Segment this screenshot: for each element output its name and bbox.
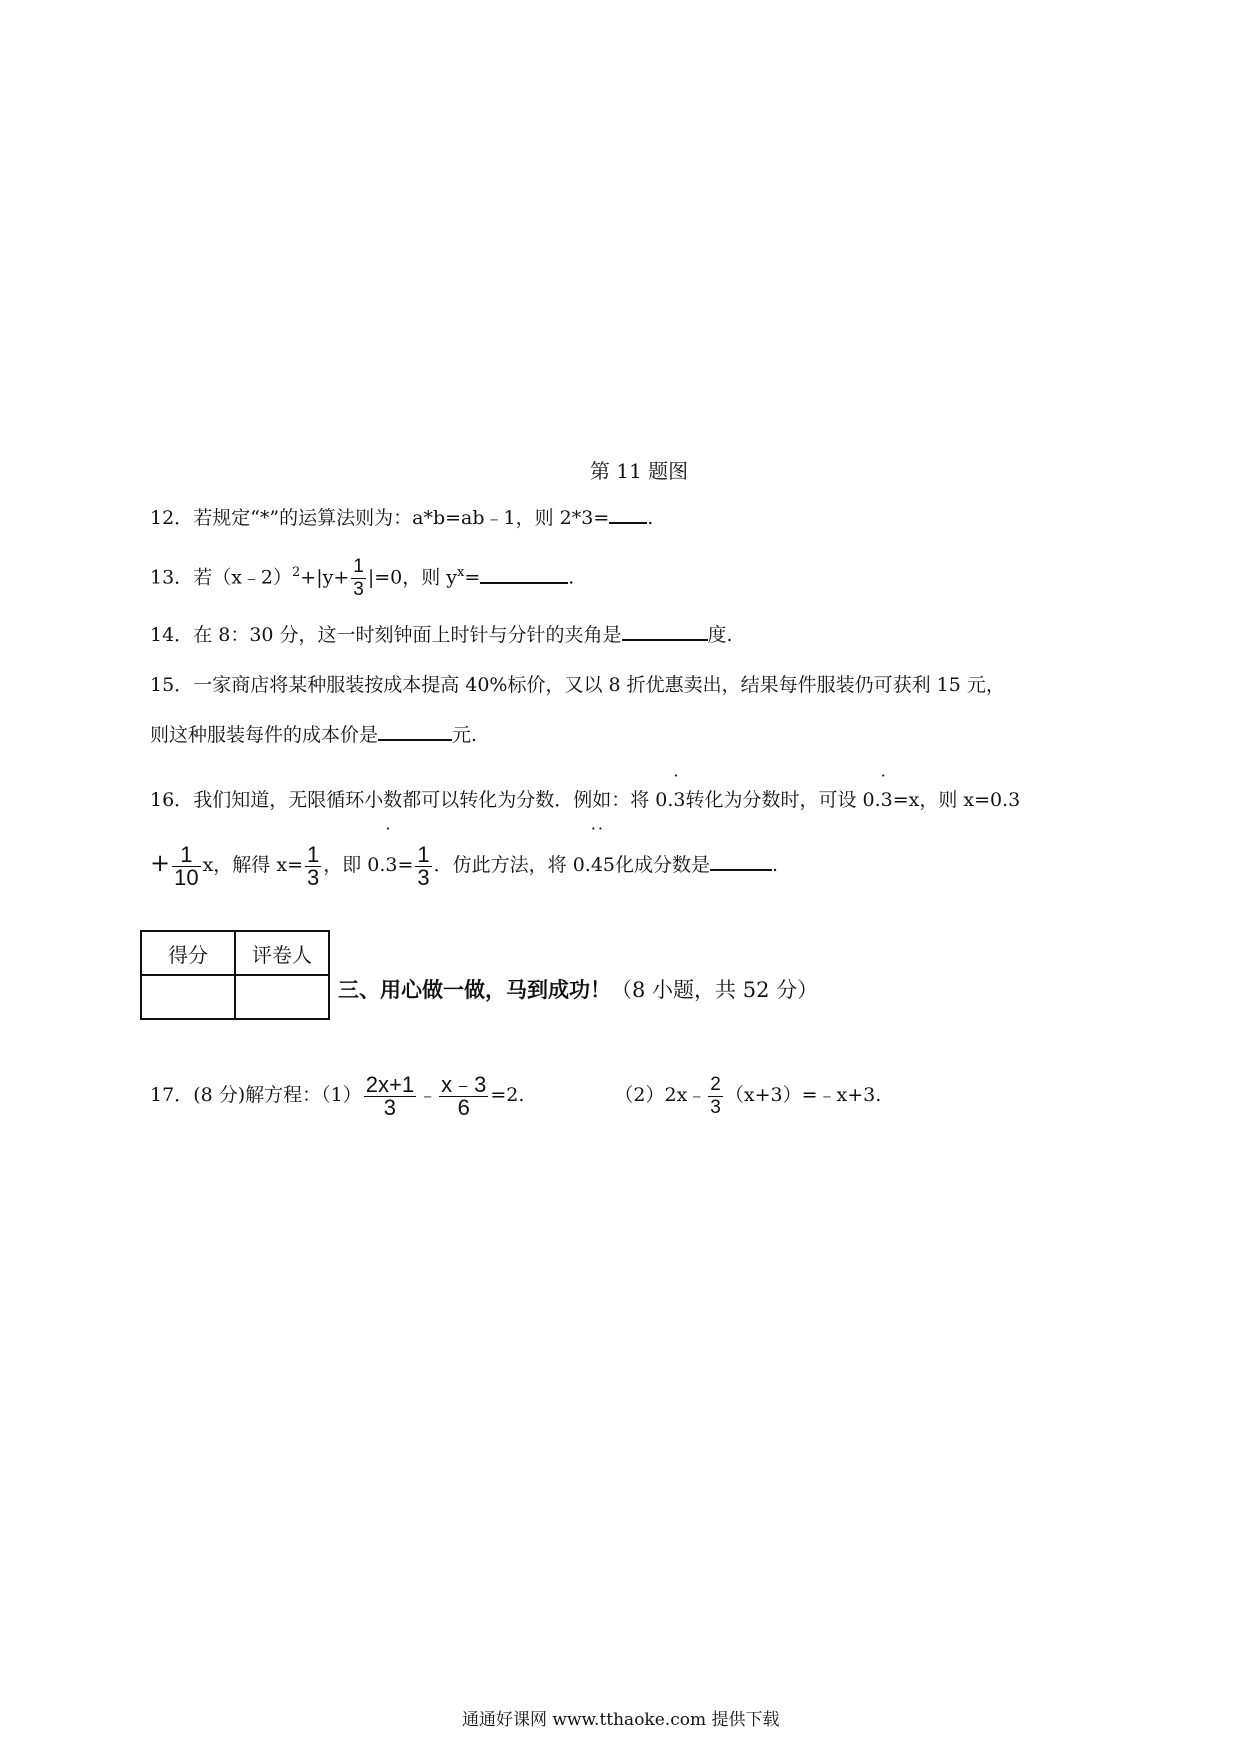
repeat-dots: ·· — [590, 819, 606, 838]
question-number: 17． — [150, 1084, 194, 1106]
fraction-numerator: 1 — [172, 844, 200, 867]
score-table — [140, 930, 330, 1020]
minus-sign: ﹣ — [418, 1084, 438, 1106]
repeating-digits — [590, 819, 616, 890]
fraction-denominator: 3 — [306, 864, 320, 890]
grader-cell — [235, 975, 329, 1019]
question-text: 化成分数是 — [615, 854, 711, 876]
question-text: |=0，则 y — [367, 566, 458, 589]
question-text: ．仿此方法，将 0. — [433, 854, 591, 876]
fraction — [439, 1071, 488, 1120]
fraction-numerator: 1 — [353, 556, 364, 577]
plus-sign: + — [150, 849, 171, 877]
question-14 — [150, 621, 733, 648]
question-text: +|y+ — [300, 566, 350, 589]
answer-blank — [622, 621, 708, 641]
digit: 3 — [880, 789, 893, 811]
answer-blank — [378, 721, 452, 741]
question-17 — [150, 1070, 881, 1120]
fraction-numerator: 1 — [306, 841, 320, 867]
equals-sign: = — [397, 854, 414, 876]
fraction-denominator: 3 — [417, 864, 430, 890]
fraction — [351, 556, 366, 601]
repeating-digit — [385, 819, 398, 890]
fraction-denominator: 3 — [383, 1094, 397, 1120]
fraction-numerator: 2x+1 — [365, 1071, 415, 1097]
fraction — [305, 841, 321, 890]
repeat-dot: · — [880, 766, 886, 785]
fraction-denominator: 10 — [174, 864, 199, 890]
section-heading: 三、用心做一做，马到成功！ — [338, 977, 611, 1002]
question-text: (8 分)解方程：（1） — [193, 1084, 362, 1106]
question-16-line-1 — [150, 766, 1021, 813]
digit: 3 — [673, 789, 686, 811]
question-text: （2）2x﹣ — [614, 1084, 707, 1106]
question-end: 度. — [707, 624, 733, 646]
repeat-dot: · — [385, 819, 391, 838]
fraction — [172, 841, 200, 890]
question-text: 一家商店将某种服装按成本提高 40%标价，又以 8 折优惠卖出，结果每件服装仍可获利 15 元， — [193, 674, 1005, 696]
section-note: （8 小题，共 52 分） — [611, 978, 819, 1002]
question-text: 则这种服装每件的成本价是 — [150, 724, 379, 746]
question-end: 元. — [452, 724, 478, 746]
question-text: x，解得 x= — [202, 854, 303, 876]
repeating-digit — [673, 766, 686, 813]
grader-header: 评卷人 — [235, 931, 329, 975]
question-16-line-2 — [150, 819, 779, 890]
question-text: ，即 0. — [323, 854, 386, 876]
fraction-denominator: 6 — [457, 1094, 470, 1120]
exponent: 2 — [292, 565, 301, 581]
question-number: 14． — [150, 624, 194, 646]
score-header: 得分 — [141, 931, 235, 975]
fraction — [708, 1074, 723, 1119]
score-cell — [141, 975, 235, 1019]
fraction-denominator: 3 — [353, 579, 364, 600]
section-3-title — [338, 974, 818, 1004]
fraction-numerator: 1 — [417, 841, 430, 867]
question-text: （x+3）=﹣x+3. — [724, 1084, 882, 1106]
fraction — [364, 1071, 416, 1120]
question-12 — [150, 504, 653, 531]
footer: 通通好课网 www.tthaoke.com 提供下载 — [462, 1710, 780, 1730]
digit: 3 — [385, 854, 398, 876]
question-text: 转化为分数时，可设 0. — [685, 789, 881, 811]
fraction — [415, 841, 431, 890]
digit: 45 — [590, 854, 616, 876]
question-number: 16． — [150, 789, 194, 811]
question-15-line-2 — [150, 721, 477, 748]
repeating-digit — [880, 766, 893, 813]
repeat-dot: · — [673, 766, 679, 785]
question-text: 在 8：30 分，这一时刻钟面上时针与分针的夹角是 — [193, 624, 622, 646]
question-text: 我们知道，无限循环小数都可以转化为分数．例如：将 0. — [193, 789, 674, 811]
question-end: . — [772, 854, 779, 876]
question-text: =2. — [490, 1084, 525, 1106]
question-end: . — [568, 566, 575, 589]
question-13 — [150, 556, 574, 601]
fraction-denominator: 3 — [710, 1096, 721, 1118]
question-15-line-1 — [150, 672, 1005, 698]
equals-sign: = — [464, 566, 481, 589]
exponent: x — [457, 565, 465, 581]
answer-blank — [609, 504, 647, 524]
question-number: 12． — [150, 507, 194, 529]
answer-blank — [710, 851, 772, 871]
fraction-numerator: x﹣3 — [441, 1071, 487, 1097]
question-number: 13． — [150, 566, 194, 589]
question-end: . — [647, 507, 654, 529]
figure-caption: 第 11 题图 — [590, 459, 689, 483]
question-number: 15． — [150, 674, 194, 696]
question-text: 若规定“*”的运算法则为：a*b=ab﹣1，则 2*3= — [193, 507, 610, 529]
answer-blank — [480, 564, 568, 584]
question-text: =x，则 x=0.3 — [892, 789, 1021, 811]
fraction-numerator: 2 — [710, 1073, 721, 1095]
question-text: 若（x﹣2） — [193, 566, 292, 589]
